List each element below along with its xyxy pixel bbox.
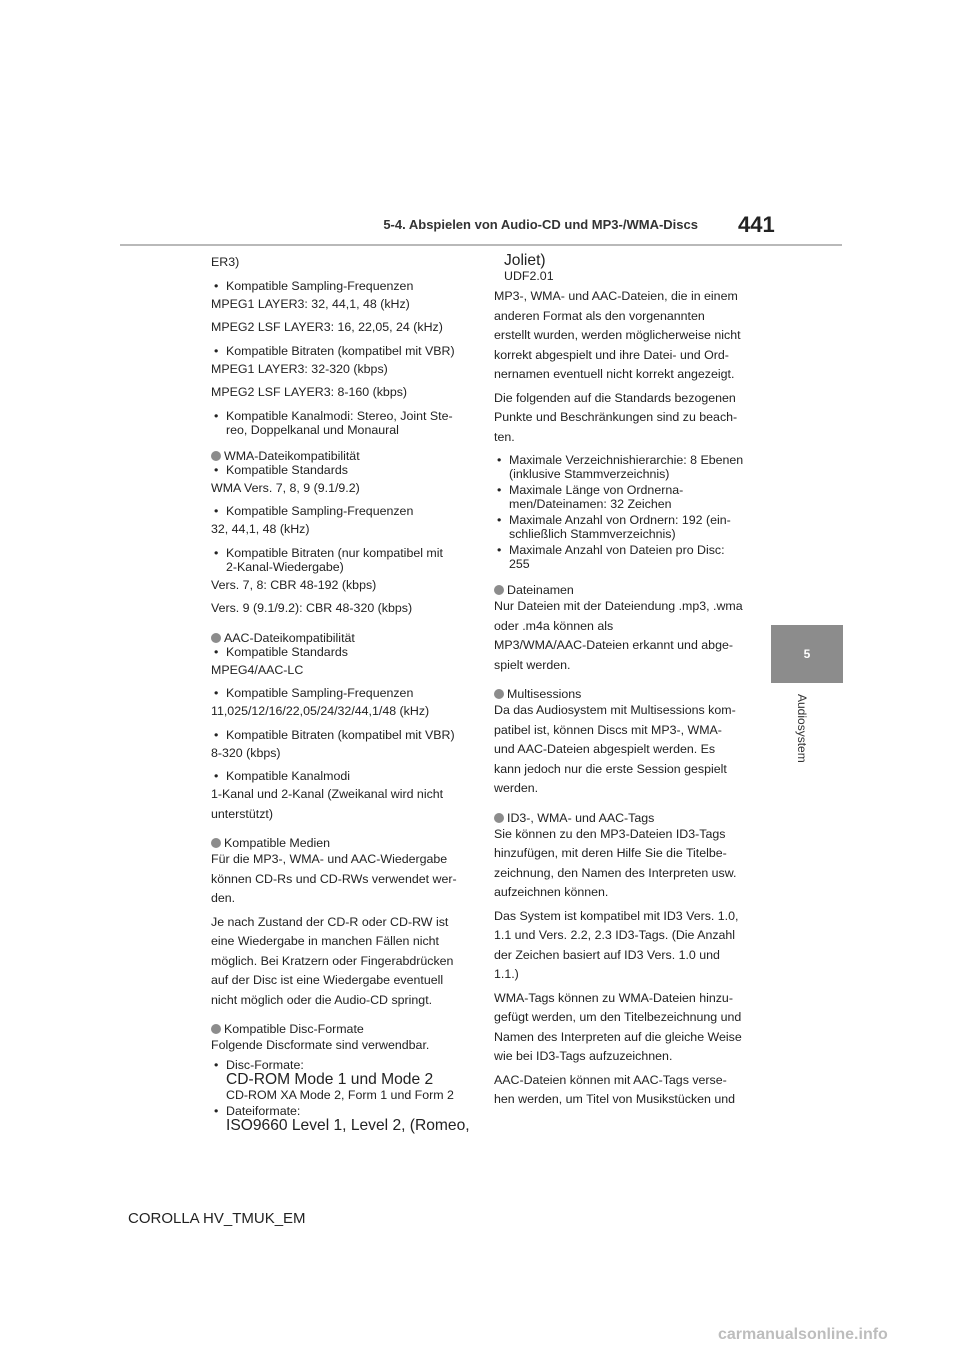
bullet-text: (inklusive Stammverzeichnis) [509,467,670,481]
text-line: AAC-Dateien können mit AAC-Tags verse- [494,1072,727,1087]
text-line: unterstützt) [211,806,273,821]
text-line: Punkte und Beschränkungen sind zu beach- [494,410,738,424]
text-line: 32, 44,1, 48 (kHz) [211,522,310,536]
header-divider [120,244,842,246]
bullet-text: 2-Kanal-Wiedergabe) [226,559,344,574]
section-heading [211,1022,471,1036]
heading-text: WMA-Dateikompatibilität [224,448,360,463]
section-dot-icon [211,838,221,848]
bullet-text: schließlich Stammverzeichnis) [509,527,676,541]
text-line: hen werden, um Titel von Musikstücken und [494,1092,736,1106]
bullet-item [211,1058,471,1102]
text-line: MPEG1 LAYER3: 32, 44,1, 48 (kHz) [211,296,410,311]
bullet-text: reo, Doppelkanal und Monaural [226,422,399,437]
text-line: Folgende Discformate sind verwendbar. [211,1038,430,1052]
text-line: Je nach Zustand der CD-R oder CD-RW ist [211,914,449,929]
bullet-text: Kompatible Sampling-Frequenzen [226,686,414,700]
text-line: 1.1 und Vers. 2.2, 2.3 ID3-Tags. (Die Anzahl [494,928,736,942]
text-line: MPEG1 LAYER3: 32-320 (kbps) [211,361,388,376]
section-heading [494,687,756,701]
bullet-item [494,453,756,481]
text-line: nicht möglich oder die Audio-CD springt. [211,992,433,1007]
section-heading [211,449,471,463]
section-dot-icon [494,689,504,699]
text-line: 1-Kanal und 2-Kanal (Zweikanal wird nicht [211,787,444,801]
bullet-text: • Kompatible Bitraten (nur kompatibel mit [226,545,443,560]
text-line: Joliet) [504,252,546,269]
text-line: und AAC-Dateien abgespielt werden. Es [494,742,716,756]
text-line: ten. [494,429,515,444]
text-line: werden. [494,781,539,795]
bullet-text: Kompatible Standards [226,462,348,477]
text-line: Die folgenden auf die Standards bezogenen [494,390,736,405]
bullet-text: • Maximale Länge von Ordnerna- [509,483,684,497]
text-line: der Zeichen basiert auf ID3 Vers. 1.0 und [494,947,720,962]
text-line: ER3) [211,255,240,269]
bullet-item [211,645,471,659]
text-line: aufzeichnen können. [494,885,609,899]
footer-model: COROLLA HV_TMUK_EM [128,1210,306,1227]
text-line: oder .m4a können als [494,618,614,633]
text-line: Da das Audiosystem mit Multisessions kom- [494,703,736,717]
text-line: gefügt werden, um den Titelbezeichnung und [494,1010,742,1024]
section-heading [494,811,756,825]
text-line: Vers. 7, 8: CBR 48-192 (kbps) [211,577,377,592]
left-column [211,253,471,1136]
bullet-text: Kompatible Sampling-Frequenzen [226,278,414,293]
text-line: 1.1.) [494,967,519,981]
bullet-text: Kompatible Standards [226,644,348,659]
bullet-item [211,686,471,700]
text-line: nernamen eventuell nicht korrekt angezeigt. [494,367,735,381]
heading-text: Kompatible Medien [224,836,331,850]
section-title: 5-4. Abspielen von Audio-CD und MP3-/WMA-Discs [383,217,698,232]
text-line: MP3-, WMA- und AAC-Dateien, die in einem [494,289,738,303]
chapter-number: 5 [803,647,811,661]
section-dot-icon [494,585,504,595]
bullet-item [494,513,756,541]
text-line: Sie können zu den MP3-Dateien ID3-Tags [494,826,726,841]
text-line: spielt werden. [494,657,571,672]
text-line: können CD-Rs und CD-RWs verwendet wer- [211,871,457,886]
heading-text: ID3-, WMA- und AAC-Tags [507,810,655,825]
text-line: anderen Format als den vorgenannten [494,308,705,323]
bullet-item [494,483,756,511]
heading-text: AAC-Dateikompatibilität [224,630,355,645]
section-heading [211,631,471,645]
heading-text: Kompatible Disc-Formate [224,1022,364,1036]
right-column [494,253,756,1110]
section-heading [211,836,471,850]
bullet-text: 255 [509,557,530,571]
bullet-text: Kompatible Kanalmodi [226,769,350,783]
heading-text: Dateinamen [507,583,574,597]
text-line: WMA Vers. 7, 8, 9 (9.1/9.2) [211,480,360,495]
section-heading [494,583,756,597]
text-line: UDF2.01 [504,269,554,283]
text-line: Vers. 9 (9.1/9.2): CBR 48-320 (kbps) [211,601,413,615]
text-line: MPEG2 LSF LAYER3: 16, 22,05, 24 (kHz) [211,320,443,334]
text-line: kann jedoch nur die erste Session gespielt [494,761,727,776]
bullet-text: • Maximale Verzeichnishierarchie: 8 Ebenen [509,453,744,467]
section-dot-icon [211,1024,221,1034]
text-line: MPEG2 LSF LAYER3: 8-160 (kbps) [211,385,408,399]
text-line: zeichnung, den Namen des Interpreten usw. [494,865,737,880]
text-line: hinzufügen, mit deren Hilfe Sie die Titelbe- [494,846,727,860]
text-line: Nur Dateien mit der Dateiendung .mp3, .wma [494,599,743,613]
watermark: carmanualsonline.info [718,1326,888,1343]
bullet-item [211,409,471,437]
section-dot-icon [494,813,504,823]
text-line: 8-320 (kbps) [211,745,281,760]
text-line: Für die MP3-, WMA- und AAC-Wiedergabe [211,852,448,866]
bullet-item [211,769,471,783]
text-line: eine Wiedergabe in manchen Fällen nicht [211,934,439,948]
bullet-text: CD-ROM Mode 1 und Mode 2 [226,1070,434,1088]
bullet-item [211,546,471,574]
chapter-tab [771,625,843,683]
bullet-text: Kompatible Bitraten (kompatibel mit VBR) [226,343,455,358]
section-dot-icon [211,633,221,643]
bullet-text: • Maximale Anzahl von Ordnern: 192 (ein- [509,513,731,527]
text-line: auf der Disc ist eine Wiedergabe eventuell [211,973,444,987]
chapter-label: Audiosystem [795,694,809,763]
text-line: möglich. Bei Kratzern oder Fingerabdrücken [211,953,454,968]
text-line: patibel ist, können Discs mit MP3-, WMA- [494,722,722,737]
bullet-text: • Disc-Formate: [226,1057,304,1072]
bullet-item [211,279,471,293]
heading-text: Multisessions [507,687,582,701]
text-line: wie bei ID3-Tags aufzuzeichnen. [494,1049,673,1063]
text-line: den. [211,891,236,905]
text-line: MPEG4/AAC-LC [211,662,304,677]
bullet-item [494,543,756,571]
bullet-text: CD-ROM XA Mode 2, Form 1 und Form 2 [226,1087,454,1102]
bullet-text: • Dateiformate: [226,1103,301,1118]
text-line: Das System ist kompatibel mit ID3 Vers. 1.0, [494,908,739,923]
text-line: Namen des Interpreten auf die gleiche Weise [494,1029,742,1044]
bullet-text: • Maximale Anzahl von Dateien pro Disc: [509,543,725,557]
bullet-item [211,504,471,518]
bullet-item [211,463,471,477]
bullet-text: Kompatible Sampling-Frequenzen [226,504,414,518]
bullet-text: • Kompatible Kanalmodi: Stereo, Joint Ste- [226,408,453,423]
text-line: erstellt wurden, werden möglicherweise nicht [494,328,741,342]
bullet-item [211,344,471,358]
bullet-text: men/Dateinamen: 32 Zeichen [509,497,672,511]
text-line: korrekt abgespielt und ihre Datei- und Ord- [494,347,729,362]
bullet-item [211,1104,471,1134]
text-line: 11,025/12/16/22,05/24/32/44,1/48 (kHz) [211,704,430,718]
bullet-text: Kompatible Bitraten (kompatibel mit VBR) [226,727,455,742]
text-line: WMA-Tags können zu WMA-Dateien hinzu- [494,990,733,1005]
text-line: MP3/WMA/AAC-Dateien erkannt und abge- [494,638,733,652]
bullet-item [211,728,471,742]
bullet-text: ISO9660 Level 1, Level 2, (Romeo, [226,1116,470,1134]
page-number: 441 [738,212,775,237]
section-dot-icon [211,451,221,461]
